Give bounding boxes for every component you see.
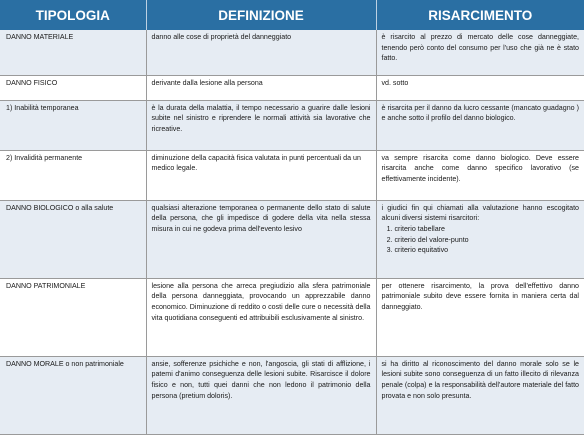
criteria-list (382, 224, 580, 256)
header-risarcimento: RISARCIMENTO (376, 0, 584, 30)
cell-risarcimento (376, 200, 584, 278)
cell-tipologia: 1) Inabilità temporanea (0, 100, 146, 150)
risarcimento-intro: i giudici fin qui chiamati alla valutazione hanno escogitato alcuni diversi sistemi risarcitori: (381, 203, 579, 223)
list-item: 1. criterio tabellare (395, 224, 580, 235)
cell-definizione: danno alle cose di proprietà del danneggiato (146, 30, 376, 75)
cell-risarcimento: si ha diritto al riconoscimento del danno morale solo se le lesioni subite sono conseguenza di un fatto illecito di rilevanza penale (colpa) e la responsabilità dell'autore materiale del fatto provata e non solo presunta. (376, 356, 584, 434)
cell-tipologia: DANNO BIOLOGICO o alla salute (0, 200, 146, 278)
cell-definizione: qualsiasi alterazione temporanea o permanente dello stato di salute della persona, che gli impedisce di godere della vita nella stessa misura in cui ne godeva prima dell'evento lesivo (146, 200, 376, 278)
cell-risarcimento: va sempre risarcita come danno biologico. Deve essere risarcita anche come danno specifico lavorativo (se effettivamente incidente). (376, 150, 584, 200)
table-row (0, 30, 584, 75)
list-item: 3. criterio equitativo (395, 245, 580, 256)
header-definizione: DEFINIZIONE (146, 0, 376, 30)
cell-tipologia: DANNO MORALE o non patrimoniale (0, 356, 146, 434)
cell-tipologia: DANNO PATRIMONIALE (0, 278, 146, 356)
table-row (0, 278, 584, 356)
table-row (0, 75, 584, 100)
cell-definizione: ansie, sofferenze psichiche e non, l'angoscia, gli stati di afflizione, i patemi d'animo conseguenza delle lesioni subite. Risarcisce il dolore fisico e non, tutti quei danni che non ledono il patrimonio della persona (pretium doloris). (146, 356, 376, 434)
cell-definizione: lesione alla persona che arreca pregiudizio alla sfera patrimoniale della persona danneggiata, provocando un apprezzabile danno economico. Diminuzione di reddito o costi delle cure o necessità della vita quotidiana conseguenti ed attribuibili esclusivamente al sinistro. (146, 278, 376, 356)
cell-risarcimento: è risarcita per il danno da lucro cessante (mancato guadagno ) e anche sotto il profilo del danno biologico. (376, 100, 584, 150)
cell-risarcimento: per ottenere risarcimento, la prova dell'effettivo danno patrimoniale subito deve essere fornita in maniera certa dal danneggiato. (376, 278, 584, 356)
cell-definizione: derivante dalla lesione alla persona (146, 75, 376, 100)
cell-risarcimento: vd. sotto (376, 75, 584, 100)
table-row (0, 200, 584, 278)
cell-risarcimento: è risarcito al prezzo di mercato delle cose danneggiate, tenendo però conto del consumo per l'uso che già ne è stato fatto. (376, 30, 584, 75)
cell-tipologia: 2) Invalidità permanente (0, 150, 146, 200)
cell-tipologia: DANNO FISICO (0, 75, 146, 100)
list-item: 2. criterio del valore-punto (395, 235, 580, 246)
table-row (0, 100, 584, 150)
header-tipologia: TIPOLOGIA (0, 0, 146, 30)
cell-definizione: diminuzione della capacità fisica valutata in punti percentuali da un medico legale. (146, 150, 376, 200)
table-row (0, 356, 584, 434)
cell-tipologia: DANNO MATERIALE (0, 30, 146, 75)
cell-definizione: è la durata della malattia, il tempo necessario a guarire dalle lesioni subite nel sinistro e riprendere le normali attività sia lavorative che ricreative. (146, 100, 376, 150)
header-row (0, 0, 584, 30)
table-row (0, 150, 584, 200)
